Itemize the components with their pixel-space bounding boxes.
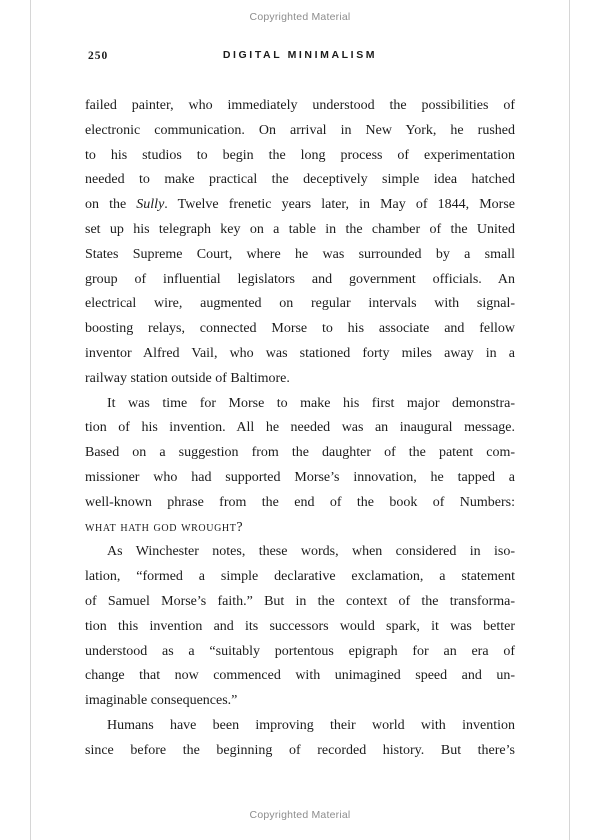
page-edge-left-line — [30, 0, 31, 840]
page-header — [0, 49, 600, 65]
text-segment: boosting relays, connected Morse to his associate and fellow — [85, 321, 515, 337]
text-segment: understood as a “suitably portentous epigraph for an era of — [85, 643, 515, 659]
page-edge-right-line — [569, 0, 570, 840]
text-segment: . Twelve frenetic years later, in May of 1844, Morse — [164, 197, 515, 213]
copyright-notice-bottom: Copyrighted Material — [249, 809, 351, 821]
text-line — [85, 193, 515, 218]
text-segment: to his studios to begin the long process of experimentation — [85, 147, 515, 163]
text-segment: on the — [85, 197, 137, 213]
text-line — [85, 739, 515, 764]
text-line — [85, 491, 515, 516]
text-line — [85, 392, 515, 417]
text-segment: tion of his invention. All he needed was an inaugural message. — [85, 420, 515, 436]
text-line — [85, 218, 515, 243]
text-segment: since before the beginning of recorded history. But there’s — [85, 742, 515, 758]
text-segment: missioner who had supported Morse’s innovation, he tapped a — [85, 469, 515, 485]
text-line — [85, 317, 515, 342]
text-segment: failed painter, who immediately understood the possibilities of — [85, 98, 515, 113]
paragraph — [85, 94, 515, 392]
page-number: 250 — [88, 50, 109, 62]
paragraph — [85, 392, 515, 541]
text-line — [85, 565, 515, 590]
text-line — [85, 243, 515, 268]
text-segment: imaginable consequences.” — [85, 693, 238, 709]
copyright-notice-top: Copyrighted Material — [249, 11, 351, 23]
text-segment: Based on a suggestion from the daughter of the patent com- — [85, 445, 515, 461]
text-segment: electronic communication. On arrival in New York, he rushed — [85, 122, 515, 138]
paragraph — [85, 714, 515, 764]
text-line — [85, 640, 515, 665]
text-segment: lation, “formed a simple declarative exclamation, a statement — [85, 569, 515, 585]
text-line — [85, 664, 515, 689]
text-line — [85, 516, 515, 541]
text-line — [85, 714, 515, 739]
text-segment: inventor Alfred Vail, who was stationed forty miles away in a — [85, 345, 515, 361]
text-line — [85, 540, 515, 565]
text-segment: electrical wire, augmented on regular intervals with signal- — [85, 296, 515, 312]
text-line — [85, 367, 515, 392]
text-segment: tion this invention and its successors would spark, it was better — [85, 618, 515, 634]
text-line — [85, 441, 515, 466]
text-line — [85, 268, 515, 293]
body-text — [85, 94, 515, 764]
text-segment: needed to make practical the deceptively simple idea hatched — [85, 172, 515, 188]
text-line — [85, 94, 515, 119]
text-segment-smallcaps: what hath god wrought? — [85, 519, 244, 535]
text-segment: set up his telegraph key on a table in the chamber of the United — [85, 221, 515, 237]
text-line — [85, 292, 515, 317]
text-line — [85, 168, 515, 193]
text-segment-italic: Sully — [136, 197, 165, 213]
text-segment: Humans have been improving their world with invention — [107, 717, 515, 733]
text-segment: It was time for Morse to make his first major demonstra- — [107, 395, 515, 411]
text-line — [85, 466, 515, 491]
text-segment: of Samuel Morse’s faith.” But in the context of the transforma- — [85, 593, 515, 609]
text-segment: change that now commenced with unimagined speed and un- — [85, 668, 515, 684]
text-line — [85, 590, 515, 615]
text-line — [85, 342, 515, 367]
text-line — [85, 615, 515, 640]
text-segment: railway station outside of Baltimore. — [85, 370, 290, 386]
text-line — [85, 144, 515, 169]
text-segment: States Supreme Court, where he was surrounded by a small — [85, 246, 515, 262]
text-segment: As Winchester notes, these words, when considered in iso- — [107, 544, 515, 560]
text-segment: well-known phrase from the end of the book of Numbers: — [85, 494, 515, 510]
running-title: DIGITAL MINIMALISM — [222, 49, 378, 61]
text-line — [85, 416, 515, 441]
paragraph — [85, 540, 515, 714]
text-segment: group of influential legislators and government officials. An — [85, 271, 515, 287]
text-line — [85, 689, 515, 714]
text-line — [85, 119, 515, 144]
